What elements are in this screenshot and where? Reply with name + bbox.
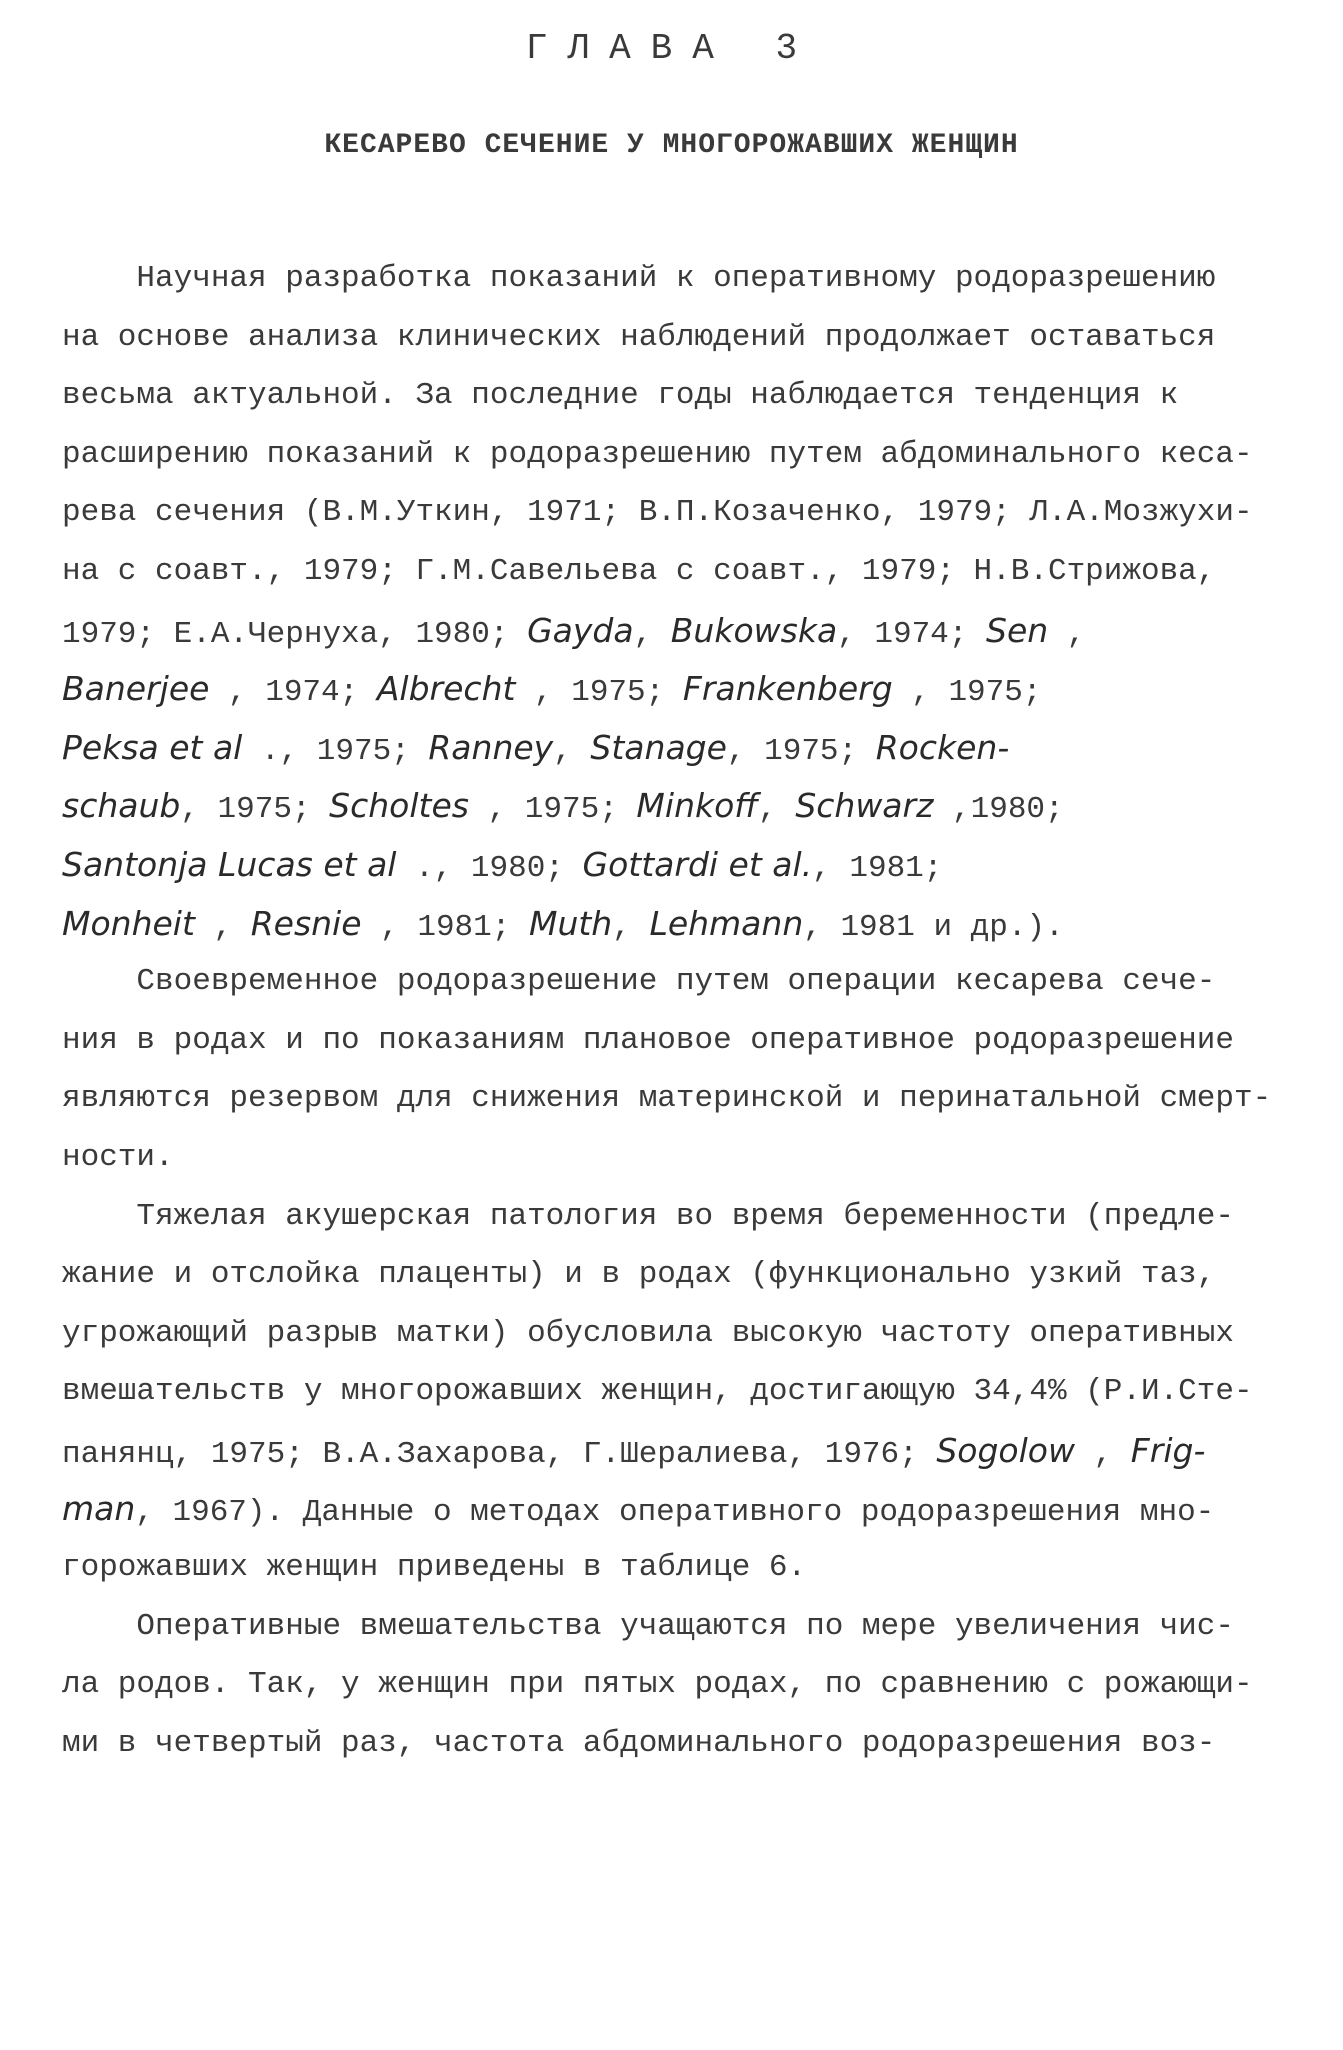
handwritten-name: Ranney (428, 727, 554, 767)
text-line (62, 602, 1297, 661)
typed-text: весьма актуальной. За последние годы наблюдается тенденция к (62, 378, 1179, 414)
text-line (62, 1246, 1297, 1305)
handwritten-name: man (62, 1489, 136, 1529)
handwritten-name: schaub (62, 786, 181, 826)
handwritten-name: Minkoff (636, 786, 759, 826)
typed-text: , 1975; (892, 675, 1042, 711)
handwritten-name: Gayda (527, 610, 634, 650)
typed-text: жание и отслойка плаценты) и в родах (функционально узкий таз, (62, 1257, 1216, 1293)
handwritten-name: Albrecht (376, 669, 516, 709)
typed-text: , 1981 и др.). (803, 909, 1064, 945)
body-text (62, 250, 1297, 1773)
typed-text: ., 1975; (242, 733, 429, 769)
typed-text: 1979; Е.А.Чернуха, 1980; (62, 616, 528, 652)
typed-text: , (194, 909, 251, 945)
typed-text: , (612, 909, 650, 945)
handwritten-name: Gottardi et al. (582, 844, 813, 884)
typed-text: , (1048, 616, 1086, 652)
handwritten-name: Lehmann (649, 903, 804, 943)
handwritten-name: Monheit (62, 903, 195, 943)
typed-text: ., 1980; (396, 850, 583, 886)
typed-text: Научная разработка показаний к оперативному родоразрешению (62, 261, 1216, 296)
typed-text: ния в родах и по показаниям плановое оперативное родоразрешение (62, 1022, 1234, 1058)
text-line (62, 543, 1297, 602)
handwritten-name: Muth (528, 903, 613, 943)
text-line (62, 719, 1297, 778)
text-line (62, 1422, 1297, 1481)
handwritten-name: Rocken- (875, 727, 1010, 767)
typed-text: являются резервом для снижения материнской и перинатальной смерт- (62, 1081, 1272, 1117)
handwritten-name: Peksa et al (62, 727, 243, 767)
typed-text: вмешательств у многорожавших женщин, достигающую 34,4% (Р.И.Сте- (62, 1374, 1253, 1410)
text-line (62, 1656, 1297, 1715)
text-line (62, 1363, 1297, 1422)
typed-text: угрожающий разрыв матки) обусловила высокую частоту оперативных (62, 1315, 1234, 1351)
text-line (62, 1305, 1297, 1364)
chapter-heading: ГЛАВА 3 (525, 28, 818, 69)
typed-text: на с соавт., 1979; Г.М.Савельева с соавт., 1979; Н.В.Стрижова, (62, 553, 1216, 589)
text-line (62, 1012, 1297, 1071)
handwritten-name: Stanage (590, 727, 727, 767)
typed-text: , 1975; (726, 733, 876, 769)
text-line (62, 426, 1297, 485)
text-line (62, 1129, 1297, 1188)
text-line (62, 777, 1297, 836)
chapter-title: КЕСАРЕВО СЕЧЕНИЕ У МНОГОРОЖАВШИХ ЖЕНЩИН (324, 130, 1019, 161)
text-line (62, 1715, 1297, 1774)
typed-text: , (758, 792, 796, 828)
typed-text: ми в четвертый раз, частота абдоминального родоразрешения воз- (62, 1725, 1216, 1761)
typed-text: расширению показаний к родоразрешению путем абдоминального кеса- (62, 436, 1253, 472)
text-line (62, 309, 1297, 368)
typed-text: , 1981; (361, 909, 529, 945)
handwritten-name: Bukowska (670, 610, 838, 650)
text-line (62, 1070, 1297, 1129)
typed-text: Своевременное родоразрешение путем операции кесарева сече- (62, 964, 1216, 1000)
typed-text: , (1074, 1436, 1131, 1472)
handwritten-name: Scholtes (329, 786, 469, 826)
text-line (62, 1188, 1297, 1247)
handwritten-name: Resnie (250, 903, 362, 943)
text-line (62, 836, 1297, 895)
text-line (62, 367, 1297, 426)
typed-text: , 1981; (812, 850, 943, 886)
text-line (62, 484, 1297, 543)
typed-text: Оперативные вмешательства учащаются по мере увеличения чис- (62, 1608, 1234, 1644)
handwritten-name: Sen (986, 610, 1049, 650)
handwritten-name: Sogolow (936, 1430, 1075, 1470)
handwritten-name: Frig- (1130, 1430, 1206, 1470)
typed-text: рева сечения (В.М.Уткин, 1971; В.П.Козаченко, 1979; Л.А.Мозжухи- (62, 495, 1253, 531)
text-line (62, 953, 1297, 1012)
typed-text: горожавших женщин приведены в таблице 6. (62, 1550, 807, 1586)
typed-text: , 1974; (209, 675, 377, 711)
handwritten-name: Banerjee (62, 669, 210, 709)
typed-text: ,1980; (933, 792, 1064, 828)
text-line (62, 1539, 1297, 1598)
typed-text: , 1967). Данные о методах оперативного родоразрешения мно- (135, 1495, 1215, 1531)
text-line (62, 1480, 1297, 1539)
typed-text: , 1975; (515, 675, 683, 711)
text-line (62, 895, 1297, 954)
typed-text: Тяжелая акушерская патология во время беременности (предле- (62, 1198, 1234, 1234)
typed-text: ла родов. Так, у женщин при пятых родах, по сравнению с рожающи- (62, 1667, 1253, 1703)
typed-text: , 1975; (180, 792, 330, 828)
handwritten-name: Frankenberg (682, 669, 893, 709)
typed-text: , 1975; (468, 792, 637, 828)
typed-text: на основе анализа клинических наблюдений продолжает оставаться (62, 319, 1216, 355)
typed-text: , 1974; (837, 616, 986, 652)
typed-text: панянц, 1975; В.А.Захарова, Г.Шералиева, 1976; (62, 1436, 937, 1472)
typed-text: ности. (62, 1139, 174, 1175)
typed-text: , (553, 733, 591, 769)
text-line (62, 660, 1297, 719)
handwritten-name: Schwarz (795, 786, 934, 826)
text-line (62, 250, 1297, 309)
handwritten-name: Santonja Lucas et al (62, 844, 397, 884)
typed-text: , (633, 616, 671, 652)
text-line (62, 1598, 1297, 1657)
